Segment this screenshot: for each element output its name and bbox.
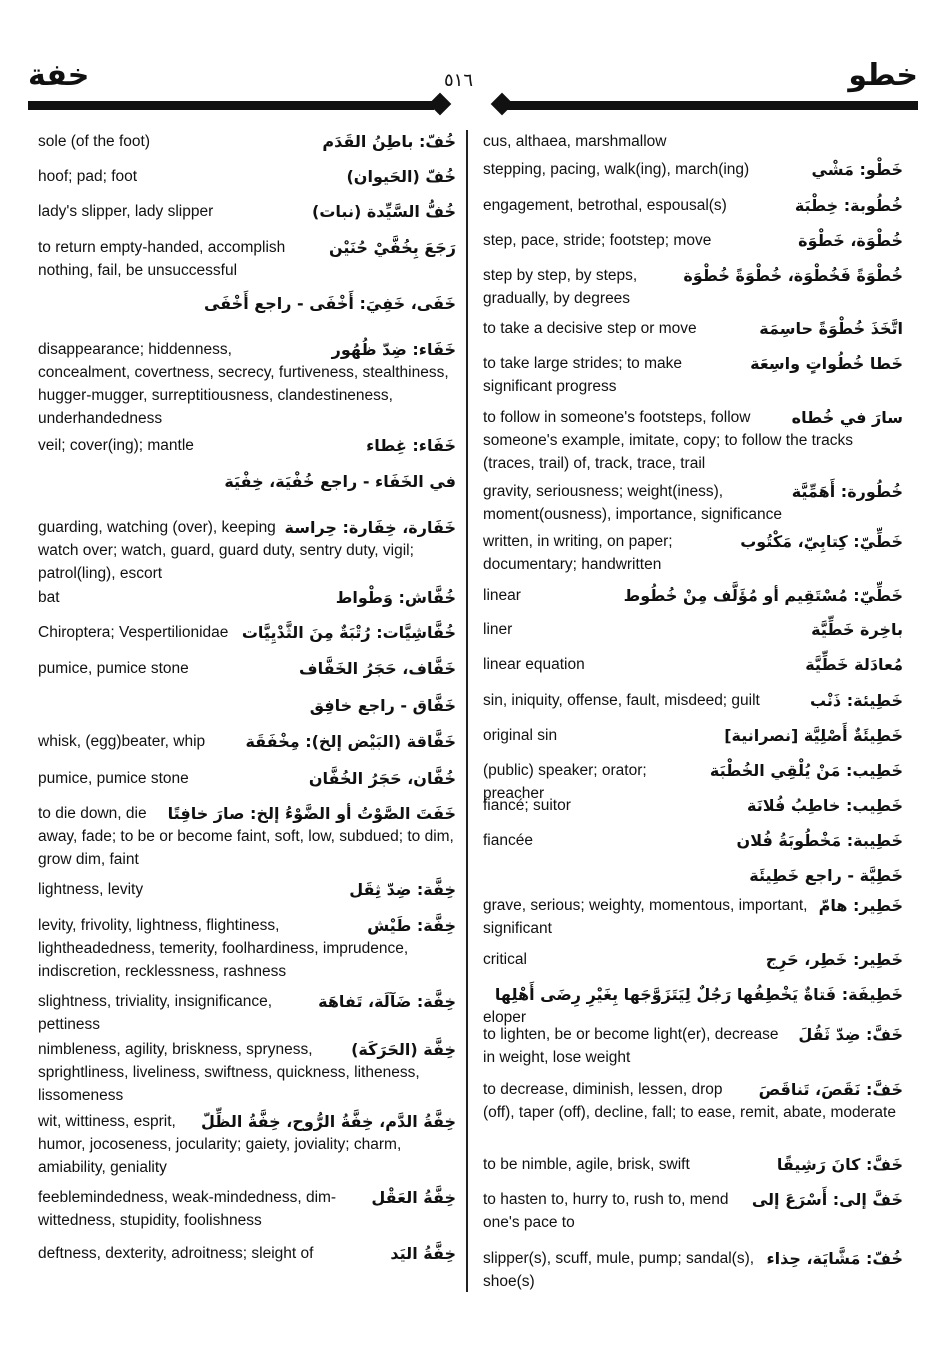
arabic-headword: خَفَّاقة (البَيْض إلخ): مِخْفَقَة: [245, 732, 456, 751]
arabic-headword: خِفَّة (الحَرَكَة): [351, 1040, 456, 1059]
dictionary-entry: [483, 864, 903, 887]
arabic-headword: خَفَّاف، حَجَرُ الخَفَّاف: [298, 659, 456, 678]
arabic-headword: خَفَّ: نَقَصَ، تَناقَصَ: [758, 1080, 903, 1099]
english-definition: lightness, levity: [38, 881, 144, 898]
english-definition: fiancée: [483, 832, 533, 849]
english-definition: to take a decisive step or move: [483, 320, 697, 337]
arabic-headword: خُفُّ السَّيِّدة (نبات): [312, 202, 456, 221]
arabic-headword: خَطا خُطُواتٍ واسِعَة: [750, 354, 903, 373]
page-number: ٥١٦: [444, 70, 474, 91]
dictionary-entry: [483, 1078, 903, 1124]
dictionary-entry: [38, 802, 456, 871]
english-definition: cus, althaea, marshmallow: [483, 133, 667, 150]
english-definition: pumice, pumice stone: [38, 770, 189, 787]
dictionary-entry: [38, 694, 456, 717]
english-definition: Chiroptera; Vespertilionidae: [38, 624, 229, 641]
dictionary-entry: [38, 130, 456, 153]
dictionary-entry: [38, 1038, 456, 1107]
arabic-headword: خِفَّة: ضِدّ ثِقَل: [349, 880, 456, 899]
dictionary-entry: [483, 584, 903, 607]
header-diamond-left: [429, 93, 452, 116]
english-definition: deftness, dexterity, adroitness; sleight of: [38, 1245, 314, 1262]
english-definition: nimbleness, agility, briskness, spryness, sprightliness, liveliness, swiftness, quickness, litheness, lissomeness: [38, 1041, 420, 1104]
dictionary-entry: [483, 794, 903, 817]
english-definition: to return empty-handed, accomplish nothing, fail, be unsuccessful: [38, 239, 286, 279]
dictionary-entry: [38, 165, 456, 188]
dictionary-entry: [483, 689, 903, 712]
english-definition: to die down, die away, fade; to be or become faint, soft, low, subdued; to dim, grow dim, faint: [38, 805, 454, 868]
dictionary-entry: [483, 130, 903, 153]
english-definition: linear: [483, 587, 521, 604]
arabic-headword: خَفَّ: كانَ رَشِيقًا: [776, 1155, 903, 1174]
arabic-headword: خُفَّاش: وَطْواط: [335, 588, 456, 607]
english-definition: step, pace, stride; footstep; move: [483, 232, 712, 249]
arabic-headword: خَطِيبة: مَخْطُوبَةُ فُلان: [736, 831, 903, 850]
dictionary-entry: [483, 948, 903, 971]
dictionary-entry: [483, 352, 903, 398]
english-definition: liner: [483, 621, 513, 638]
arabic-headword: خِفَّة: ضَآلَة، تَفاهَة: [318, 992, 456, 1011]
arabic-headword: خَطِيَّة - راجع خَطِيئَة: [749, 866, 903, 885]
english-definition: grave, serious; weighty, momentous, important, significant: [483, 897, 808, 937]
english-definition: eloper: [483, 1009, 527, 1026]
dictionary-entry: [38, 1242, 456, 1265]
arabic-headword: خَفَاء: ضِدّ ظُهُور: [331, 340, 456, 359]
english-definition: wit, wittiness, esprit, humor, jocoseness, jocularity; gaiety, joviality; charm, amiability, geniality: [38, 1113, 402, 1176]
dictionary-entry: [38, 990, 456, 1036]
arabic-headword: خُطُوبة: خِطْبَة: [794, 196, 903, 215]
english-definition: feeblemindedness, weak-mindedness, dim-wittedness, stupidity, foolishness: [38, 1189, 337, 1229]
english-definition: bat: [38, 589, 60, 606]
arabic-headword: خَطِّيّ: كِتابِيّ، مَكْتُوب: [740, 532, 903, 551]
arabic-headword: خَطِيئَةٌ أَصْلِيَّة [نصرانية]: [724, 726, 903, 745]
english-definition: to lighten, be or become light(er), decrease in weight, lose weight: [483, 1026, 779, 1066]
dictionary-entry: [38, 1110, 456, 1179]
english-definition: guarding, watching (over), keeping watch over; watch, guard, guard duty, sentry duty, vigil; patrol(ling), escort: [38, 519, 414, 582]
english-definition: to decrease, diminish, lessen, drop (off), taper (off), decline, fall; to ease, remit, abate, moderate: [483, 1081, 896, 1121]
english-definition: hoof; pad; foot: [38, 168, 138, 185]
dictionary-entry: [483, 724, 903, 747]
dictionary-entry: [38, 730, 456, 753]
column-divider: [466, 130, 468, 1292]
arabic-headword: خَطِيفَة: فَتاةٌ يَخْطِفُها رَجُلٌ لِيَتَزَوَّجَها بِغَيْرِ رِضَى أَهْلِها: [494, 985, 903, 1004]
dictionary-entry: [38, 338, 456, 430]
english-definition: whisk, (egg)beater, whip: [38, 733, 206, 750]
arabic-headword: خِفَّة: طَيْش: [367, 916, 456, 935]
dictionary-entry: [483, 894, 903, 940]
dictionary-entry: [483, 317, 903, 340]
arabic-headword: رَجَعَ بِخُفَّيْ حُنَيْن: [328, 238, 456, 257]
dictionary-entry: [38, 621, 456, 644]
english-definition: levity, frivolity, lightness, flightiness, lightheadedness, temerity, foolhardiness, imprudence, indiscretion, recklessness, rashness: [38, 917, 409, 980]
english-definition: linear equation: [483, 656, 585, 673]
arabic-headword: باخِرة خَطِّيَّة: [811, 620, 903, 639]
dictionary-entry: [483, 653, 903, 676]
dictionary-entry: [38, 914, 456, 983]
dictionary-entry: [483, 1153, 903, 1176]
english-definition: to hasten to, hurry to, rush to, mend one's pace to: [483, 1191, 729, 1231]
arabic-headword: خَطِير: هامّ: [818, 896, 903, 915]
dictionary-entry: [38, 586, 456, 609]
english-definition: (public) speaker; orator; preacher: [483, 762, 647, 802]
english-definition: gravity, seriousness; weight(iness), moment(ousness), importance, significance: [483, 483, 782, 523]
dictionary-entry: [483, 829, 903, 852]
dictionary-entry: [483, 1188, 903, 1234]
dictionary-entry: [38, 657, 456, 680]
english-definition: sole (of the foot): [38, 133, 151, 150]
arabic-headword: خُفّ: باطِنُ القَدَم: [322, 132, 456, 151]
arabic-headword: خُطُورة: أَهَمِّيَّة: [791, 482, 903, 501]
arabic-headword: خَفَى، خَفِيَ: أَخْفَى - راجع أَخْفَى: [203, 294, 456, 313]
arabic-headword: خُفّ (الحَيوان): [346, 167, 456, 186]
arabic-headword: خُطْوَة، خَطْوَة: [798, 231, 903, 250]
dictionary-entry: [483, 406, 903, 475]
dictionary-entry: [38, 767, 456, 790]
arabic-headword: خَفَتَ الصَّوْتُ أو الضَّوْءُ إلخ: صارَ خافِتًا: [167, 804, 456, 823]
arabic-headword: خَفَّاق - راجع خافِق: [309, 696, 456, 715]
arabic-headword: خَطِّيّ: مُسْتَقِيم أو مُؤَلَّف مِنْ خُطُوط: [623, 586, 903, 605]
english-definition: fiancé; suitor: [483, 797, 571, 814]
dictionary-entry: [38, 200, 456, 223]
header-rule-left: [28, 101, 434, 110]
header-left-word: خفة: [28, 58, 90, 93]
arabic-headword: خِفَّةُ العَقْل: [371, 1188, 456, 1207]
english-definition: critical: [483, 951, 527, 968]
header-right-word: خطو: [848, 58, 918, 93]
dictionary-entry: [38, 292, 456, 315]
english-definition: slipper(s), scuff, mule, pump; sandal(s), shoe(s): [483, 1250, 755, 1290]
dictionary-entry: [483, 229, 903, 252]
dictionary-entry: [483, 530, 903, 576]
dictionary-entry: [38, 434, 456, 457]
arabic-headword: خَطِير: خَطِر، حَرِج: [765, 950, 903, 969]
dictionary-entry: [483, 158, 903, 181]
english-definition: sin, iniquity, offense, fault, misdeed; guilt: [483, 692, 760, 709]
dictionary-entry: [38, 878, 456, 901]
dictionary-entry: [483, 194, 903, 217]
arabic-headword: خَطِيب: مَنْ يُلْقِي الخُطْبَة: [709, 761, 903, 780]
english-definition: engagement, betrothal, espousal(s): [483, 197, 727, 214]
english-definition: to follow in someone's footsteps, follow someone's example, imitate, copy; to follow the tracks (traces, trail) of, track, trace, trail: [483, 409, 853, 472]
english-definition: step by step, by steps, gradually, by degrees: [483, 267, 638, 307]
arabic-headword: خِفَّةُ الدَّم، خِفَّةُ الرُّوح، خِفَّةُ الظِّلّ: [201, 1112, 456, 1131]
arabic-headword: خُطْوَةً فَخُطْوَة، خُطْوَةً خُطْوَة: [683, 266, 903, 285]
dictionary-entry: [483, 618, 903, 641]
dictionary-entry: [38, 1186, 456, 1232]
dictionary-entry: [483, 1023, 903, 1069]
dictionary-entry: [483, 264, 903, 310]
dictionary-entry: [38, 516, 456, 585]
dictionary-entry: [483, 480, 903, 526]
arabic-headword: خَطِيب: خاطِبُ فُلانَة: [746, 796, 903, 815]
arabic-headword: خِفَّةُ اليَد: [390, 1244, 456, 1263]
arabic-headword: اتَّخَذَ خُطْوَةً حاسِمَة: [759, 319, 903, 338]
arabic-headword: سارَ في خُطاه: [791, 408, 903, 427]
english-definition: pumice, pumice stone: [38, 660, 189, 677]
dictionary-entry: [38, 470, 456, 493]
arabic-headword: خَطْو: مَشْي: [811, 160, 903, 179]
english-definition: to take large strides; to make significant progress: [483, 355, 683, 395]
arabic-headword: خَفَّ: ضِدّ ثَقُلَ: [798, 1025, 903, 1044]
english-definition: veil; cover(ing); mantle: [38, 437, 194, 454]
english-definition: stepping, pacing, walk(ing), march(ing): [483, 161, 750, 178]
arabic-headword: خَفَّ إلى: أَسْرَعَ إلى: [751, 1190, 903, 1209]
arabic-headword: في الخَفَاء - راجع خُفْيَة، خِفْيَة: [224, 472, 456, 491]
arabic-headword: خَفَاء: غِطاء: [366, 436, 456, 455]
dictionary-entry: [483, 1247, 903, 1293]
english-definition: original sin: [483, 727, 558, 744]
english-definition: written, in writing, on paper; documentary; handwritten: [483, 533, 673, 573]
arabic-headword: خُفَّان، حَجَرُ الخُفَّان: [308, 769, 456, 788]
english-definition: slightness, triviality, insignificance, pettiness: [38, 993, 273, 1033]
arabic-headword: خَطِيئة: ذَنْب: [809, 691, 903, 710]
english-definition: to be nimble, agile, brisk, swift: [483, 1156, 690, 1173]
english-definition: disappearance; hiddenness, concealment, covertness, secrecy, furtiveness, stealthiness, hugger-mugger, surreptitiousness, clandestineness, underhandedness: [38, 341, 449, 427]
arabic-headword: خُفَّاشِيَّات: رُتْبَةٌ مِنَ الثَّدْيِيَّات: [241, 623, 456, 642]
english-definition: lady's slipper, lady slipper: [38, 203, 214, 220]
arabic-headword: خُفّ: مَشَّايَة، حِذاء: [766, 1249, 903, 1268]
dictionary-entry: [38, 236, 456, 282]
arabic-headword: مُعادَلة خَطِّيَّة: [805, 655, 903, 674]
header-rule-right: [504, 101, 918, 110]
arabic-headword: خَفَارة، خِفَارة: حِراسة: [284, 518, 456, 537]
